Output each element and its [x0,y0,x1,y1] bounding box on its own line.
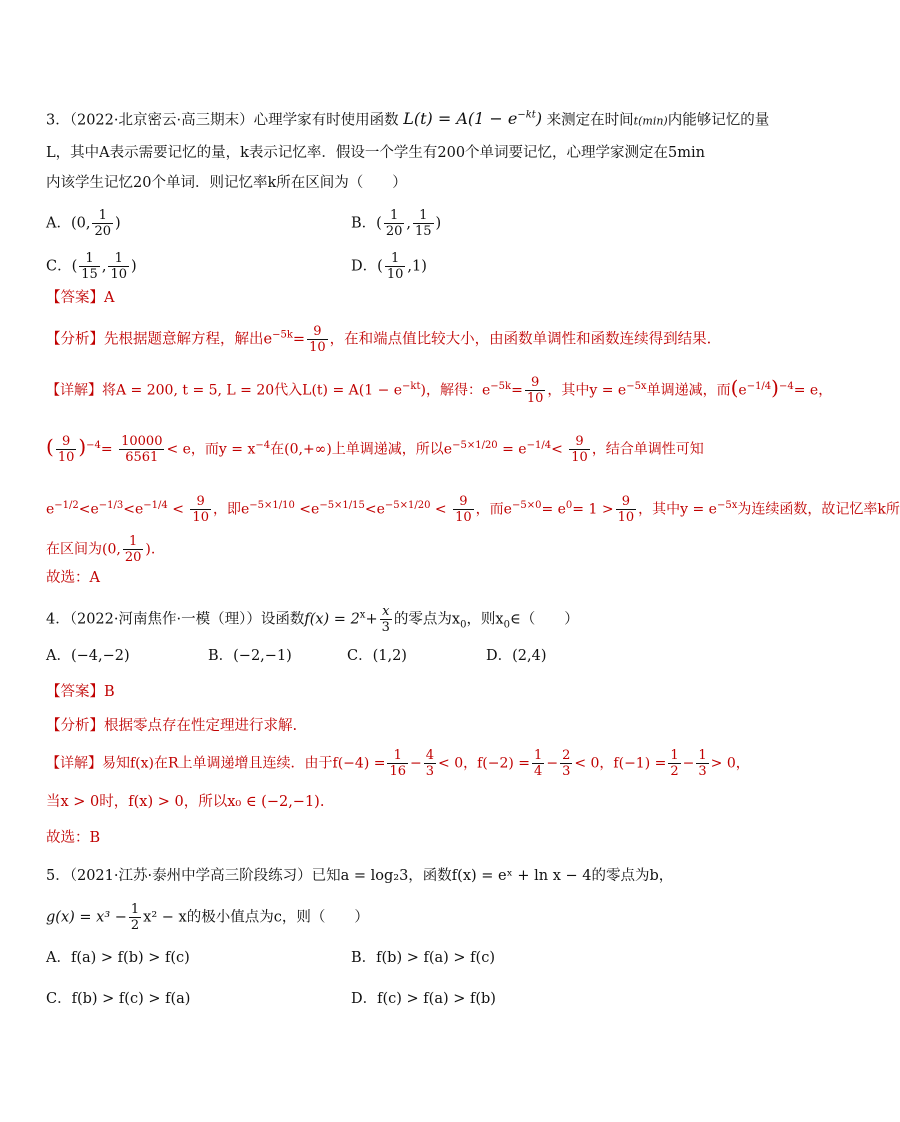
q5-stem-line2 [46,902,369,933]
frac-num: 9 [616,494,637,510]
q4-detail-text-a: 【详解】易知f(x)在R上单调递增且连续．由于f(−4) = [46,755,386,772]
q4-func-frac [380,604,392,635]
q4-source: 4．（2022·河南焦作·一模（理））设函数 [46,611,305,628]
frac-num: 1 [130,902,140,917]
frac-den: 15 [81,267,98,282]
frac-den: 10 [309,340,326,355]
q3-detail-line3: $e^{-1/2}<e^{-1/3}<e^{-1/4}$ < $\frac{9}{10}$ ，即$e^{-5\times 1/10} <e^{-5\times 1/15}<e^{-5\times 1/20}$ < $\frac{9}{10}$ ，而$e^{-5\times 0}= e^0= 1$ > $\frac{9}{10}$ ，其中$y = e^{-5x}$为连续函数，故记忆率k所 [46,494,900,525]
q3-option-c-frac2 [108,251,129,282]
q4-choose: 故选：B [46,830,101,846]
q3-t-unit: t(min) [633,114,668,128]
q3-analysis-tail: ，在和端点值比较大小，由函数单调性和函数连续得到结果. [329,331,712,348]
q3-detail-frac2 [56,434,77,465]
frac-den: 10 [617,510,635,525]
q3-option-a-pre: (0, [70,215,91,232]
q3-detail2-text-b: < e，而y = x [166,441,256,458]
q5-option-a: A．f(a) > f(b) > f(c) [46,950,190,966]
q3-option-c-post: ) [130,258,137,275]
q3-detail-eq: = [511,382,523,399]
q5-g-func: g(x) = x³ − [46,909,127,926]
q3-detail-exp3: −5x [626,380,647,392]
frac-num: 1 [385,251,406,267]
frac-num: 1 [387,748,408,764]
q3-detail-line1: 【详解】将A = 200, t = 5, L = 20代入$L(t) = A(1 - e^{-kt})$，解得：$e^{-5k}=$ $\frac{9}{10}$ ，其中$y = e^{-5x}$单调递减，而$(e^{-1/4})^{-4}= e$， [46,375,833,406]
q4-frac1 [387,748,408,779]
frac-den: 20 [124,550,142,565]
q4-sub: 0 [460,619,467,631]
q3-option-b-frac2 [413,208,434,239]
frac-num: 10000 [121,434,163,449]
q5-stem-line1: 5．（2021·江苏·泰州中学高三阶段练习）已知a = log₂3，函数f(x) = eˣ + ln x − 4的零点为b， [46,868,674,884]
frac-den: 10 [110,267,127,282]
frac-num: 9 [453,494,474,510]
q4-frac3 [532,748,544,779]
frac-num: 9 [569,434,590,450]
q4-detail-line2: 当x > 0时，f(x) > 0，所以x₀ ∈ (−2,−1). [46,794,325,810]
frac-num: 1 [413,208,434,224]
q3-source: 3．（2022·北京密云·高三期末）心理学家有时使用函数 [46,112,399,129]
q3-stem-line3: 内该学生记忆20个单词．则记忆率k所在区间为（ ） [46,175,407,191]
q3-option-b-post: ) [435,215,442,232]
frac-den: 10 [192,510,209,525]
q3-detail-frac4 [569,434,590,465]
q5-option-d: D．f(c) > f(a) > f(b) [351,991,496,1007]
q3-detail4-text-a: 在区间为(0, [46,541,121,558]
q3-detail-frac8 [123,534,144,565]
q3-detail-frac6 [453,494,474,525]
q4-frac4 [560,748,572,779]
frac-num: 9 [190,494,211,510]
frac-den: 20 [385,224,403,239]
q3-detail-text1f: 单调递减，而 [646,382,731,399]
q3-formula: L(t) = A(1 − e [403,109,518,129]
frac-num: 9 [307,324,328,340]
q3-detail-exp2: −5k [490,380,512,392]
q3-analysis-eq: = [292,331,306,348]
q3-stem-line1 [46,106,769,131]
comma: , [406,215,411,232]
frac-den: 3 [425,764,435,779]
frac-den: 10 [386,267,404,282]
q3-detail2-text-c: 在(0,+∞)上单调递减，所以e [270,441,453,458]
q3-option-c-frac1 [79,251,100,282]
q3-detail-text1b: )，解得：e [420,382,491,399]
frac-den: 10 [57,450,75,465]
q3-detail2-lt: < [551,441,568,458]
q5-text-b: x² − x的极小值点为c，则（ ） [143,909,369,926]
q3-detail3-text-c: = e [541,501,566,518]
q3-detail3-text-a: ，即e [212,501,250,518]
frac-den: 4 [534,764,543,779]
q4-option-d: D．(2,4) [486,648,547,664]
q3-detail-frac3 [119,434,164,465]
frac-num: x [380,604,392,620]
frac-den: 2 [130,918,140,933]
frac-num: 2 [562,748,571,763]
q3-option-c [46,251,137,282]
frac-num: 1 [92,208,113,224]
q4-detail-text-c: < 0，f(−1) = [574,755,667,772]
frac-den: 10 [571,450,588,465]
minus: − [546,755,559,772]
frac-den: 10 [455,510,472,525]
q3-analysis [46,324,711,355]
q3-option-c-pre: ( [71,258,78,275]
q4-stem [46,604,579,635]
q4-answer: 【答案】B [46,684,115,700]
minus: − [410,755,422,772]
frac-num: 1 [123,534,144,550]
frac-num: 1 [534,748,543,763]
q4-detail-line1 [46,748,750,779]
frac-num: 1 [698,748,707,763]
q4-plus: + [365,611,378,628]
q4-option-a: A．(−4,−2) [46,648,130,664]
q3-choose: 故选：A [46,570,100,586]
q3-detail-exp1: −kt [402,380,421,392]
minus: − [682,755,695,772]
frac-den: 10 [526,391,544,406]
frac-num: 9 [525,375,546,391]
q3-option-d-post: ,1) [407,258,427,275]
frac-den: 3 [698,764,707,779]
q3-detail3-exp: −5×0 [511,499,542,511]
q4-text-b: 的零点为x [393,611,461,628]
q3-detail2-exp: −4 [255,439,271,451]
frac-num: 1 [79,251,100,267]
q3-option-c-label: C． [46,258,72,275]
frac-num: 1 [384,208,405,224]
frac-den: 16 [389,764,407,779]
q3-analysis-text: 【分析】先根据题意解方程，解出e [46,331,273,348]
q4-detail-text-b: < 0，f(−2) = [438,755,531,772]
q5-option-c: C．f(b) > f(c) > f(a) [46,991,191,1007]
q3-option-b-label: B． [351,215,377,232]
q3-option-d [351,251,427,282]
q4-option-b: B．(−2,−1) [208,648,292,664]
q3-option-b-frac1 [384,208,405,239]
q3-detail-line2: ( $\frac{9}{10}$ )$^{-4}$= $\frac{10000}{6561}$ < e，而$y = x^{-4}$在(0,+∞)上单调递减，所以$e^{-5\times 1/20} = e^{-1/4}<$ $\frac{9}{10}$ ，结合单调性可知 [46,434,704,465]
q3-option-d-pre: ( [377,258,383,275]
q3-detail3-exp-b: −5x [716,499,738,511]
q4-func: f(x) = 2 [304,611,360,628]
q3-detail-line4 [46,534,155,565]
q3-option-b [351,208,441,239]
q3-analysis-exp: −5k [272,329,293,341]
q3-detail3-text-b: ，而e [475,501,512,518]
q3-formula-end: ) [535,109,543,129]
q3-option-a-frac [92,208,113,239]
frac-den: 15 [414,224,432,239]
q3-detail-frac5 [190,494,211,525]
q3-analysis-frac [307,324,328,355]
q4-frac5 [668,748,680,779]
q3-detail3-text-d: = 1 > [572,501,614,518]
q3-text-c: 内能够记忆的量 [667,112,770,129]
q3-detail3-text-f: 为连续函数，故记忆率k所 [737,501,900,518]
frac-num: 9 [56,434,77,450]
q3-text-b: 来测定在时间 [546,112,634,129]
frac-den: 20 [94,224,112,239]
frac-num: 1 [108,251,129,267]
q3-option-a [46,208,121,239]
q3-detail-text1g: = e， [793,382,833,399]
q4-frac6 [696,748,708,779]
q3-detail3-text-e: ，其中y = e [638,501,717,518]
q3-option-d-frac [385,251,406,282]
q3-detail-text1: 【详解】将A = 200, t = 5, L = 20代入L(t) = A(1 − e [46,382,403,399]
q3-detail4-text-b: ). [145,541,156,558]
q3-stem-line2: L，其中A表示需要记忆的量，k表示记忆率．假设一个学生有200个单词要记忆，心理学家测定在5min [46,145,706,161]
q5-option-b: B．f(b) > f(a) > f(c) [351,950,495,966]
q4-func-exp: x [359,609,366,621]
q3-detail2-tail: ，结合单调性可知 [591,441,704,458]
q3-detail2-exp-a: −4 [86,439,101,451]
frac-num: 1 [670,748,679,763]
q4-sub2: 0 [503,619,510,631]
frac-den: 3 [381,620,390,635]
q4-text-c: ，则x [466,611,504,628]
q3-option-a-label: A． [46,215,71,232]
q3-detail-frac7 [616,494,637,525]
q5-frac [129,902,141,933]
frac-den: 2 [670,764,679,779]
q4-analysis: 【分析】根据零点存在性定理进行求解. [46,718,298,734]
frac-den: 6561 [125,450,159,465]
q4-text-d: ∈（ ） [510,611,579,628]
q3-answer: 【答案】A [46,290,115,306]
q3-formula-exp: −kt [517,110,536,121]
q4-frac2 [424,748,436,779]
frac-den: 3 [562,764,571,779]
comma: , [101,258,107,275]
q3-detail3-exp0: 0 [565,499,573,511]
q4-detail-text-e: > 0， [710,755,750,772]
q3-detail-text1e: ，其中y = e [547,382,627,399]
q3-option-a-post: ) [115,215,121,232]
q3-option-b-pre: ( [376,215,382,232]
q3-detail2-eq: = [100,441,118,458]
frac-num: 4 [425,748,435,763]
q3-option-d-label: D． [351,258,378,275]
q4-option-c: C．(1,2) [347,648,407,664]
q3-detail-frac1 [525,375,546,406]
